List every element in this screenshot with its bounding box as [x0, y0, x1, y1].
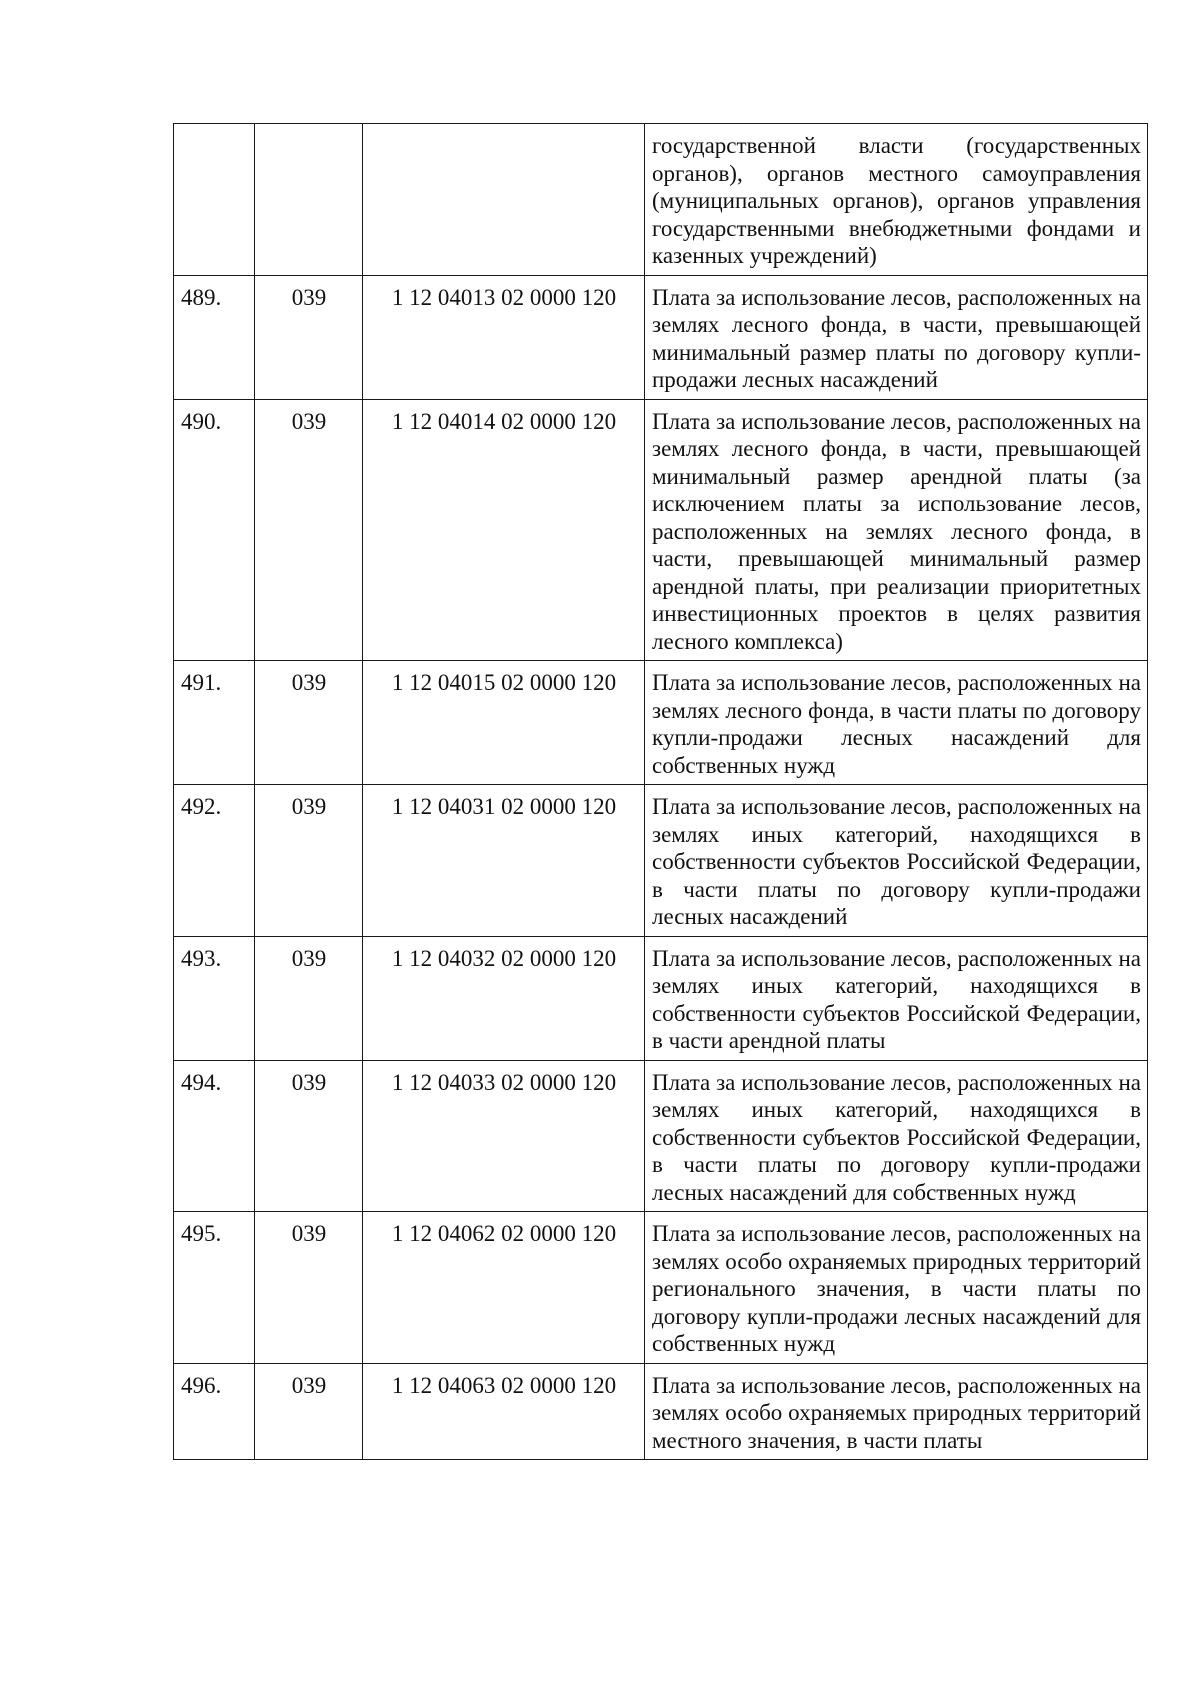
table-row — [174, 661, 1148, 785]
table-row — [174, 1212, 1148, 1364]
revenue-code: 1 12 04031 02 0000 120 — [363, 785, 645, 937]
row-number: 495. — [174, 1212, 255, 1364]
admin-code: 039 — [255, 1363, 363, 1460]
admin-code: 039 — [255, 785, 363, 937]
revenue-description: Плата за использование лесов, расположенных на землях особо охраняемых природных территорий регионального значения, в части платы по договору купли-продажи лесных насаждений для собственных нужд — [645, 1212, 1148, 1364]
admin-code: 039 — [255, 661, 363, 785]
revenue-code: 1 12 04013 02 0000 120 — [363, 275, 645, 399]
revenue-description: Плата за использование лесов, расположенных на землях иных категорий, находящихся в собственности субъектов Российской Федерации, в части платы по договору купли-продажи лесных насаждений для собственных нужд — [645, 1060, 1148, 1212]
revenue-code: 1 12 04033 02 0000 120 — [363, 1060, 645, 1212]
table-row — [174, 1363, 1148, 1460]
row-number: 494. — [174, 1060, 255, 1212]
revenue-code: 1 12 04062 02 0000 120 — [363, 1212, 645, 1364]
row-number: 496. — [174, 1363, 255, 1460]
revenue-code: 1 12 04032 02 0000 120 — [363, 936, 645, 1060]
revenue-description: Плата за использование лесов, расположенных на землях лесного фонда, в части платы по договору купли-продажи лесных насаждений для собственных нужд — [645, 661, 1148, 785]
table-row — [174, 124, 1148, 276]
revenue-description: Плата за использование лесов, расположенных на землях иных категорий, находящихся в собственности субъектов Российской Федерации, в части арендной платы — [645, 936, 1148, 1060]
admin-code: 039 — [255, 275, 363, 399]
table-row — [174, 275, 1148, 399]
revenue-description: Плата за использование лесов, расположенных на землях лесного фонда, в части, превышающей минимальный размер платы по договору купли-продажи лесных насаждений — [645, 275, 1148, 399]
table-body — [174, 124, 1148, 1460]
admin-code: 039 — [255, 399, 363, 661]
revenue-code: 1 12 04063 02 0000 120 — [363, 1363, 645, 1460]
table-row — [174, 936, 1148, 1060]
revenue-description: Плата за использование лесов, расположенных на землях особо охраняемых природных территорий местного значения, в части платы — [645, 1363, 1148, 1460]
revenue-description: Плата за использование лесов, расположенных на землях иных категорий, находящихся в собственности субъектов Российской Федерации, в части платы по договору купли-продажи лесных насаждений — [645, 785, 1148, 937]
admin-code: 039 — [255, 1212, 363, 1364]
row-number: 491. — [174, 661, 255, 785]
revenue-description: государственной власти (государственных органов), органов местного самоуправления (муниципальных органов), органов управления государственными внебюджетными фондами и казенных учреждений) — [645, 124, 1148, 276]
revenue-code: 1 12 04015 02 0000 120 — [363, 661, 645, 785]
admin-code: 039 — [255, 936, 363, 1060]
row-number: 489. — [174, 275, 255, 399]
row-number: 493. — [174, 936, 255, 1060]
table-row — [174, 785, 1148, 937]
admin-code — [255, 124, 363, 276]
row-number: 490. — [174, 399, 255, 661]
table-row — [174, 1060, 1148, 1212]
revenue-code — [363, 124, 645, 276]
revenue-code: 1 12 04014 02 0000 120 — [363, 399, 645, 661]
revenue-codes-table — [173, 123, 1148, 1460]
table-row — [174, 399, 1148, 661]
row-number: 492. — [174, 785, 255, 937]
row-number — [174, 124, 255, 276]
admin-code: 039 — [255, 1060, 363, 1212]
revenue-description: Плата за использование лесов, расположенных на землях лесного фонда, в части, превышающей минимальный размер арендной платы (за исключением платы за использование лесов, расположенных на землях лесного фонда, в части, превышающей минимальный размер арендной платы, при реализации приоритетных инвестиционных проектов в целях развития лесного комплекса) — [645, 399, 1148, 661]
